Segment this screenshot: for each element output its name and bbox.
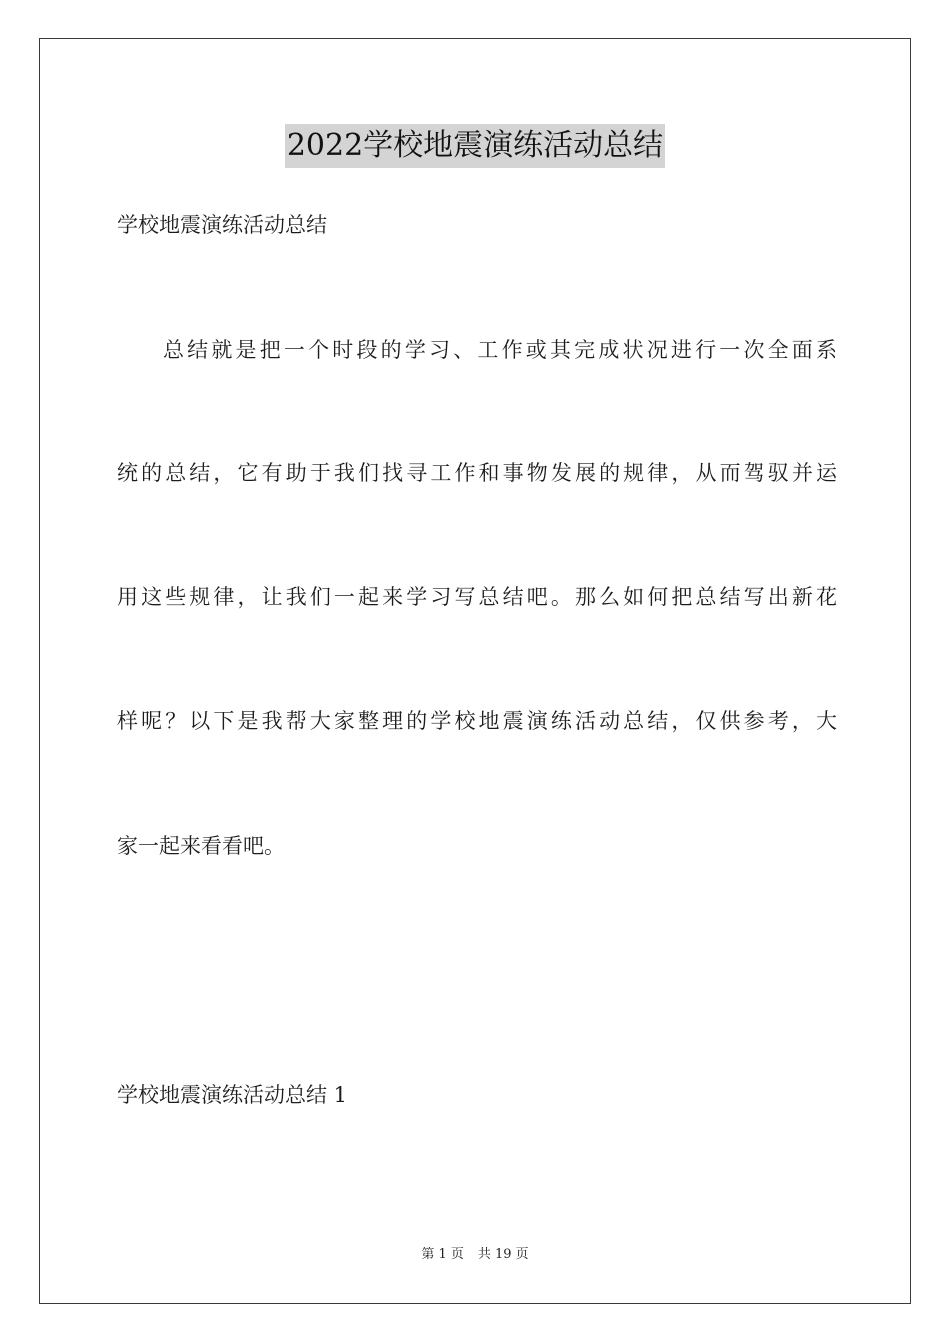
page-footer — [0, 1246, 950, 1264]
section-heading: 学校地震演练活动总结 1 — [117, 1083, 348, 1107]
paragraph-line: 样呢？以下是我帮大家整理的学校地震演练活动总结，仅供参考，大 — [117, 709, 837, 733]
title-container — [0, 124, 950, 168]
paragraph-line: 总结就是把一个时段的学习、工作或其完成状况进行一次全面系 — [163, 338, 837, 362]
page-number: 第 1 页 — [421, 1247, 464, 1262]
page-total: 共 19 页 — [477, 1247, 529, 1262]
paragraph-line: 统的总结，它有助于我们找寻工作和事物发展的规律，从而驾驭并运 — [117, 461, 837, 485]
paragraph-line: 用这些规律，让我们一起来学习写总结吧。那么如何把总结写出新花 — [117, 585, 837, 609]
document-subtitle: 学校地震演练活动总结 — [117, 213, 327, 237]
document-title: 2022学校地震演练活动总结 — [285, 124, 665, 168]
paragraph-line: 家一起来看看吧。 — [117, 834, 285, 858]
